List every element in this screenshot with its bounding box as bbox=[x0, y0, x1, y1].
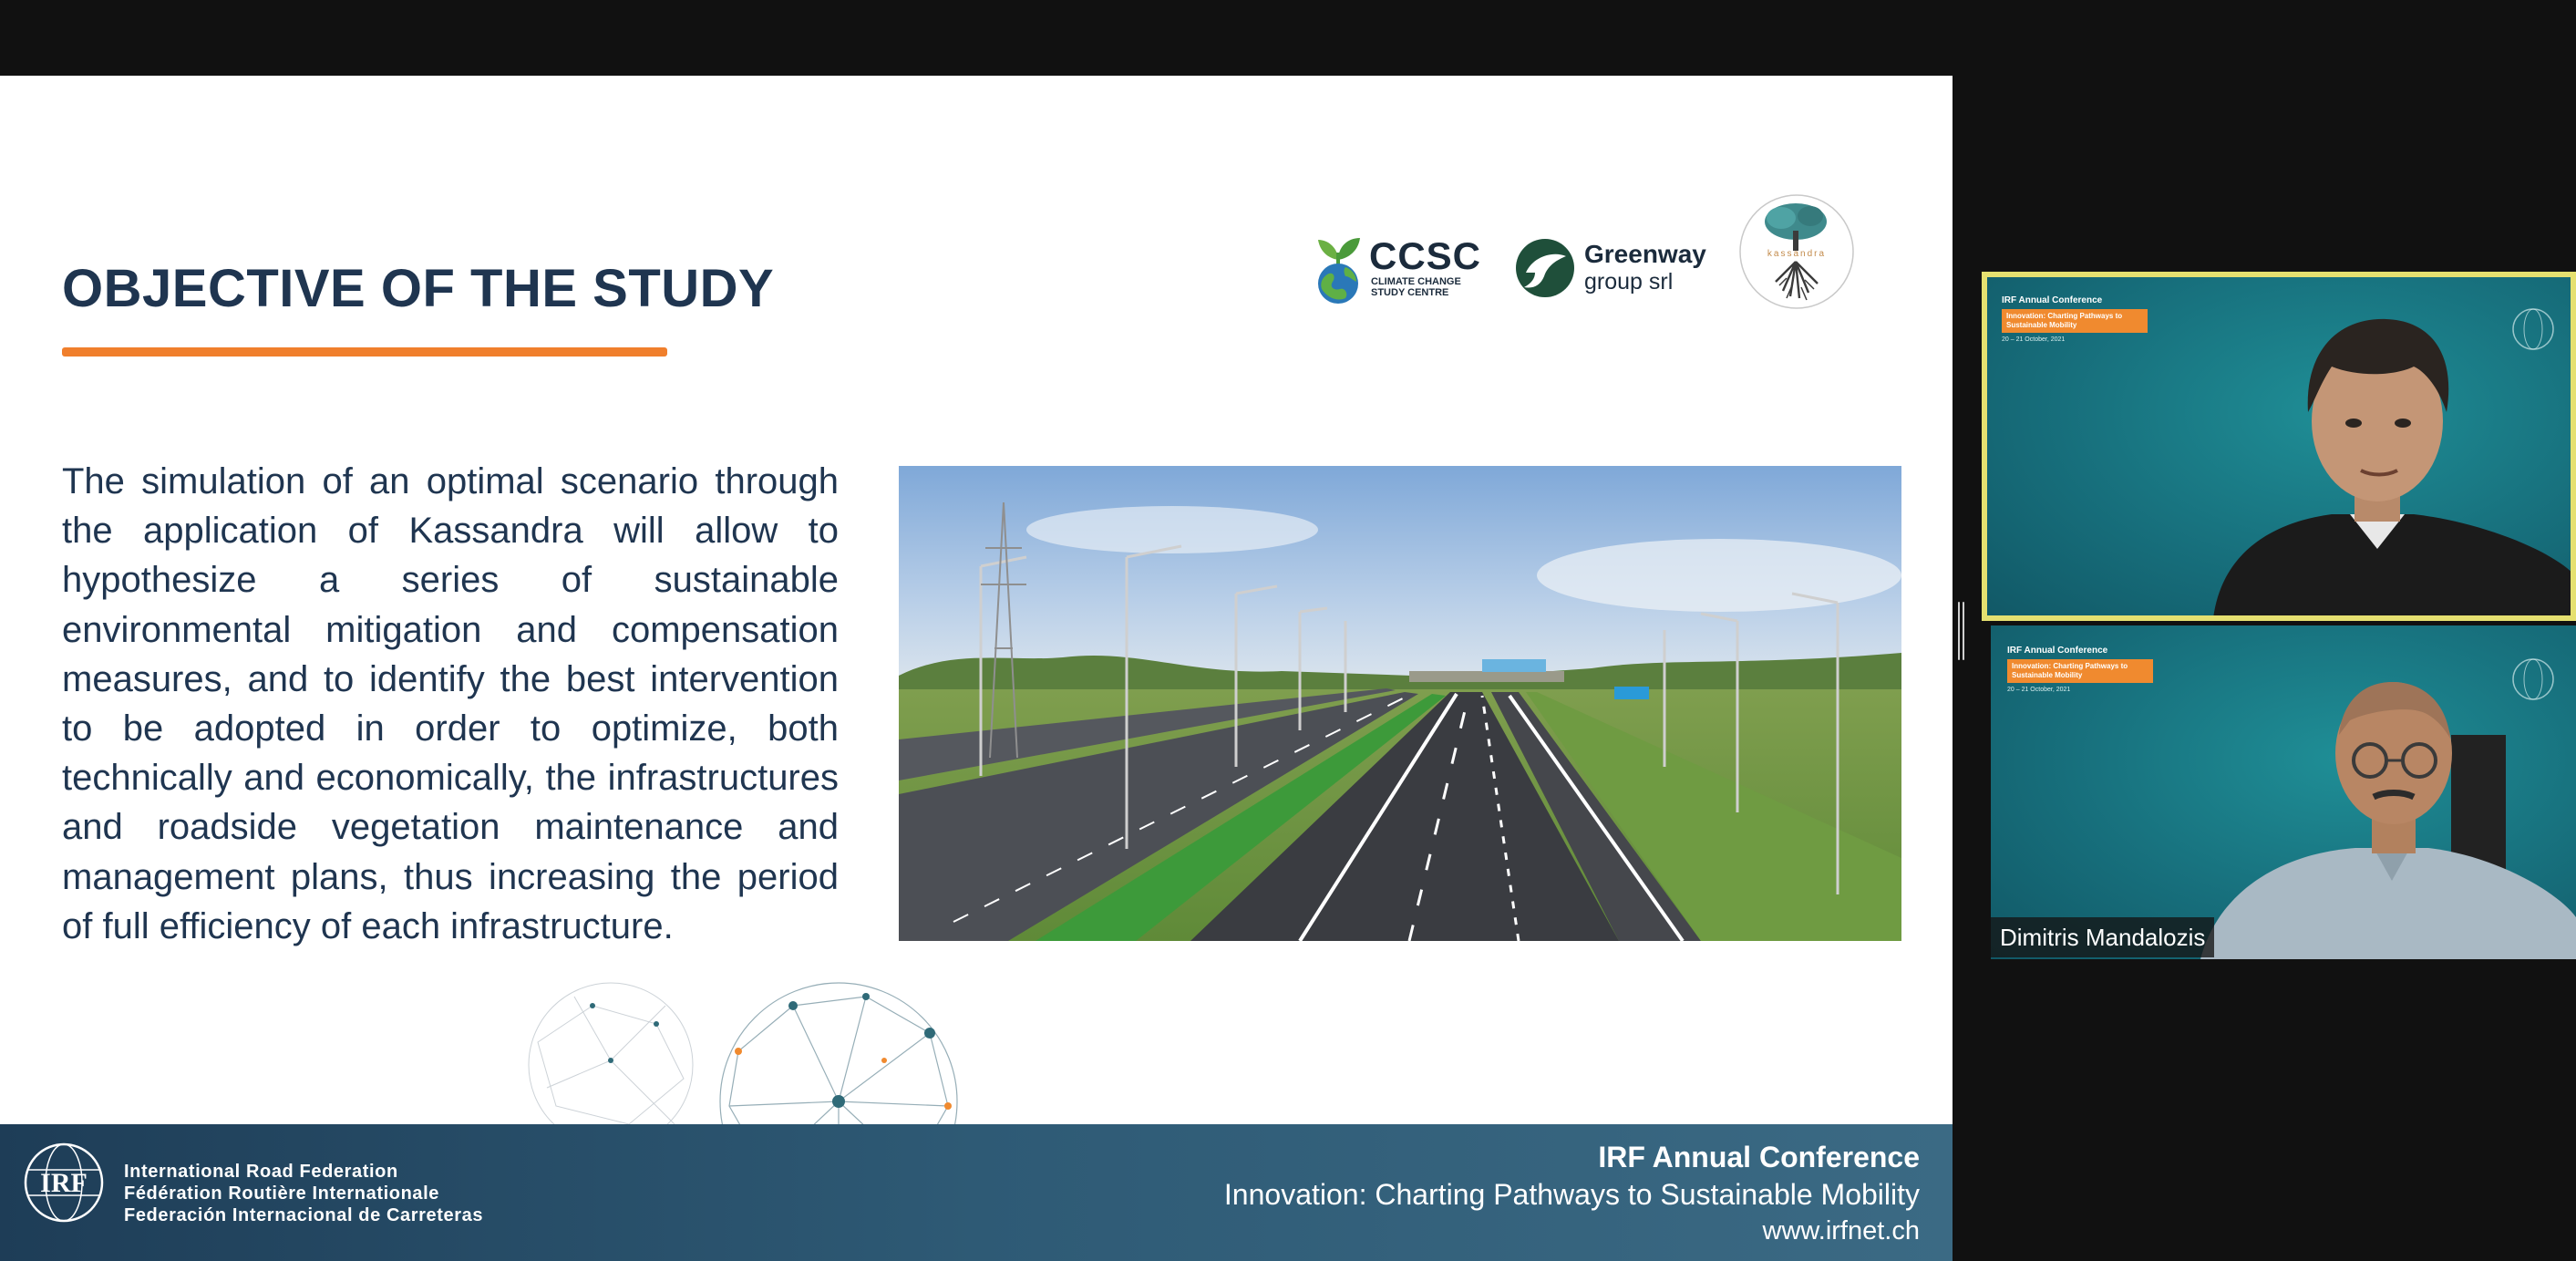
conference-title: IRF Annual Conference bbox=[1598, 1141, 1920, 1173]
panel-splitter-handle[interactable] bbox=[1958, 602, 1965, 660]
slide-body-text: The simulation of an optimal scenario through the application of Kassandra will allow to hypothesize a series of sustainable environmental mitigation and compensation measures, and to identify the best intervention to be adopted in order to optimize, both technically and economically, the infrastructures and roadside vegetation maintenance and management plans, thus increasing the period of full efficiency of each infrastructure. bbox=[62, 461, 839, 946]
greenway-logo bbox=[1513, 234, 1706, 304]
irf-name-es: Federación Internacional de Carreteras bbox=[124, 1205, 484, 1225]
slide-footer bbox=[0, 1124, 1953, 1261]
conference-info bbox=[1224, 1139, 1920, 1248]
ccsc-subtitle: CLIMATE CHANGE STUDY CENTRE bbox=[1371, 276, 1461, 298]
participant-video-tile[interactable] bbox=[1985, 275, 2576, 618]
ccsc-logo bbox=[1313, 233, 1482, 305]
tile-banner-subtitle: Innovation: Charting Pathways to Sustainable Mobility bbox=[2002, 309, 2148, 333]
highway-image bbox=[899, 466, 1901, 941]
slide-title: OBJECTIVE OF THE STUDY bbox=[62, 259, 775, 318]
highway-photo bbox=[899, 466, 1901, 941]
irf-name-fr: Fédération Routière Internationale bbox=[124, 1183, 440, 1204]
earth-sprout-icon bbox=[1313, 233, 1364, 305]
shared-slide bbox=[0, 76, 1953, 1245]
participant-video-feed bbox=[1985, 275, 2576, 618]
tree-roots-icon bbox=[1736, 191, 1858, 313]
tile-banner-date: 20 – 21 October, 2021 bbox=[2007, 687, 2071, 693]
participant-video-feed bbox=[1991, 625, 2576, 959]
tile-banner-subtitle: Innovation: Charting Pathways to Sustainable Mobility bbox=[2007, 659, 2153, 683]
participant-name-label: Dimitris Mandalozis bbox=[1991, 917, 2214, 957]
participant-video-tile[interactable] bbox=[1991, 625, 2576, 959]
title-underline bbox=[62, 347, 667, 357]
conference-url: www.irfnet.ch bbox=[1762, 1216, 1920, 1245]
svg-text:IRF: IRF bbox=[40, 1168, 88, 1198]
tile-banner-title: IRF Annual Conference bbox=[2007, 646, 2108, 656]
irf-org-names bbox=[124, 1161, 483, 1226]
irf-name-en: International Road Federation bbox=[124, 1162, 398, 1182]
conference-subtitle: Innovation: Charting Pathways to Sustainable Mobility bbox=[1223, 1178, 1920, 1211]
irf-globe-icon bbox=[22, 1141, 106, 1225]
tile-banner-title: IRF Annual Conference bbox=[2002, 295, 2103, 305]
ccsc-wordmark: CCSC bbox=[1369, 234, 1482, 277]
greenway-wordmark: Greenway bbox=[1584, 240, 1706, 268]
tile-banner-date: 20 – 21 October, 2021 bbox=[2002, 336, 2066, 343]
kassandra-wordmark: kassandra bbox=[1767, 249, 1827, 259]
greenway-subtitle: group srl bbox=[1584, 269, 1674, 295]
kassandra-logo bbox=[1736, 191, 1858, 313]
leaf-swirl-icon bbox=[1513, 236, 1577, 300]
